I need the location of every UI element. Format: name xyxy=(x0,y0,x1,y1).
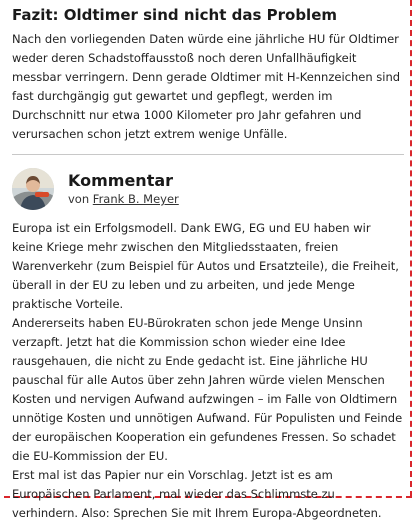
author-avatar xyxy=(12,168,54,210)
comment-author-box xyxy=(12,165,404,213)
page-border-right xyxy=(410,0,412,497)
section-divider xyxy=(12,154,404,155)
comment-paragraph: Andererseits haben EU-Bürokraten schon jede Menge Unsinn verzapft. Jetzt hat die Kommission schon wieder eine Idee rausgehauen, die nicht zu Ende gedacht ist. Eine jährliche HU pauschal für alle Autos über zehn Jahren würde vielen Menschen Kosten und nervigen Aufwand aufzwingen – im Falle von Oldtimern unnötige Kosten und unnötigen Aufwand. Für Populisten und Feinde der europäischen Kooperation ein gefundenes Fressen. So schadet die EU-Kommission der EU. xyxy=(12,316,403,463)
author-link[interactable]: Frank B. Meyer xyxy=(92,192,179,206)
comment-paragraph: Erst mal ist das Papier nur ein Vorschlag. Jetzt ist es am Europäischen Parlament, mal wieder das Schlimmste zu verhindern. Also: Sprechen Sie mit Ihrem Europa-Abgeordneten. xyxy=(12,468,382,520)
fazit-title: Fazit: Oldtimer sind nicht das Problem xyxy=(12,6,337,24)
author-photo-icon xyxy=(12,168,54,210)
comment-body xyxy=(12,219,404,523)
fazit-paragraph: Nach den vorliegenden Daten würde eine jährliche HU für Oldtimer weder deren Schadstoffausstoß noch deren Unfallhäufigkeit messbar verringern. Denn gerade Oldtimer mit H-Kennzeichen sind fast durchgängig gut gewartet und gepflegt, werden im Durchschnitt nur etwa 1000 Kilometer pro Jahr gefahren und verursachen schon jetzt extrem wenige Unfälle. xyxy=(12,32,401,141)
author-info xyxy=(68,171,179,207)
comment-heading: Kommentar xyxy=(68,171,174,190)
comment-paragraph: Europa ist ein Erfolgsmodell. Dank EWG, EG und EU haben wir keine Kriege mehr zwischen den Mitgliedsstaaten, freien Warenverkehr (zum Beispiel für Autos und Ersatzteile), die Freiheit, überall in der EU zu leben und zu arbeiten, und jede Menge praktische Vorteile. xyxy=(12,221,399,311)
byline xyxy=(68,191,179,207)
byline-prefix: von xyxy=(68,192,90,206)
article-content xyxy=(12,4,404,523)
